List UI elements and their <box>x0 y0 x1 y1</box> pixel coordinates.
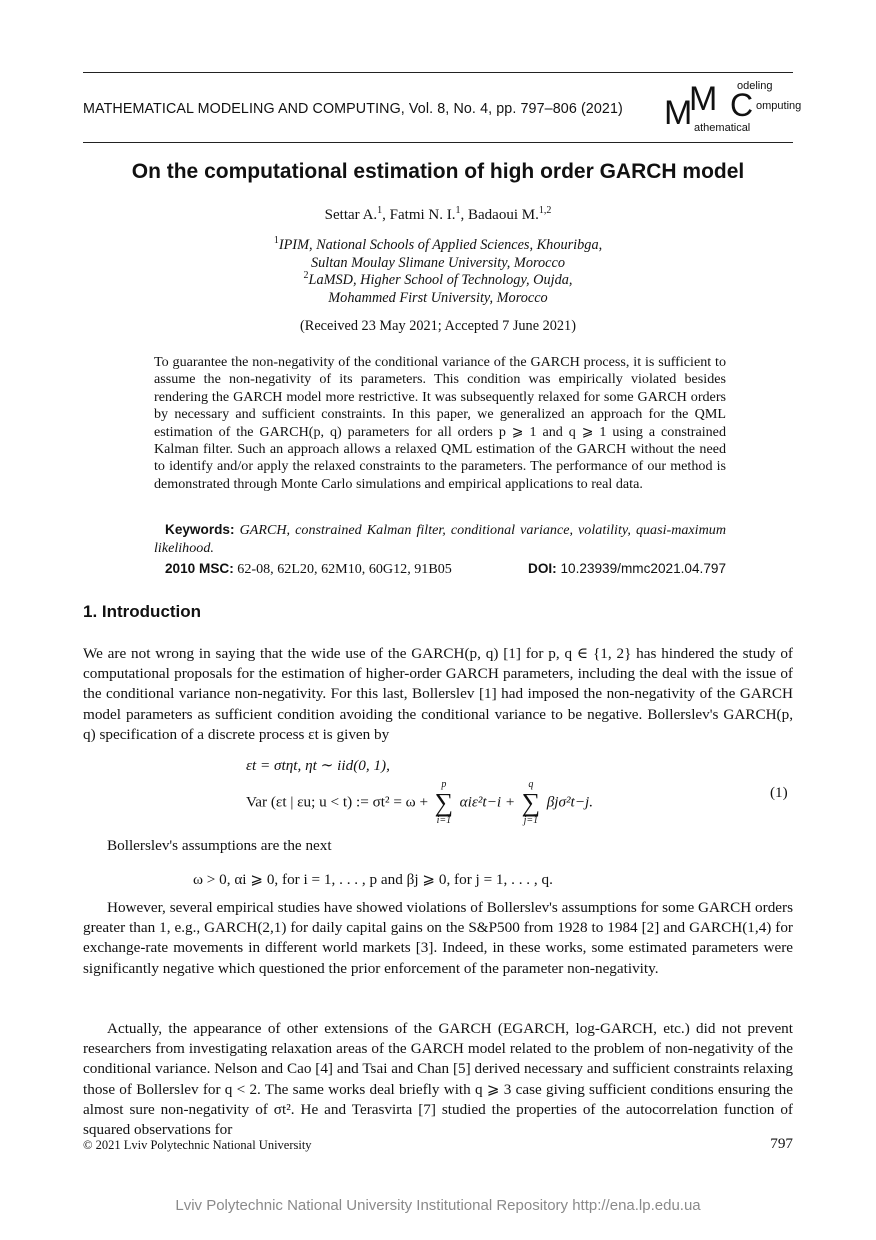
author-name: Settar A. <box>324 207 378 223</box>
doi-label: DOI: <box>528 561 557 576</box>
sum-upper-limit: p <box>441 779 447 790</box>
msc-text: 62-08, 62L20, 62M10, 60G12, 91B05 <box>237 561 452 577</box>
keywords <box>154 521 726 557</box>
sum-symbol: q ∑ j=1 <box>521 779 541 826</box>
equation-number: (1) <box>770 784 788 801</box>
affiliation-2-line-1 <box>0 272 876 289</box>
journal-logo <box>664 80 802 138</box>
author-affiliation-mark: 1 <box>377 205 383 216</box>
author-separator: , <box>460 207 468 223</box>
affiliation-text: LaMSD, Higher School of Technology, Oujda, <box>308 272 573 288</box>
copyright: © 2021 Lviv Polytechnic National University <box>83 1138 312 1152</box>
affiliation-1-line-2: Sultan Moulay Slimane University, Morocco <box>311 255 565 271</box>
equation-1-line-2 <box>246 780 593 826</box>
header-top-rule <box>83 72 793 73</box>
paper-title: On the computational estimation of high order GARCH model <box>131 160 745 183</box>
sum-lower-limit: j=1 <box>523 815 539 826</box>
sum-term: βjσ²t−j. <box>546 793 594 811</box>
logo-letter-m2: M <box>689 80 718 118</box>
affiliation-2-line-2: Mohammed First University, Morocco <box>328 290 548 306</box>
author-affiliation-mark: 1 <box>455 205 461 216</box>
keywords-label: Keywords: <box>165 522 235 537</box>
affiliation-text: IPIM, National Schools of Applied Sciences, Khouribga, <box>278 237 603 253</box>
sum-term: αiε²t−i + <box>459 793 516 811</box>
abstract: To guarantee the non-negativity of the conditional variance of the GARCH process, it is sufficient to assume the non-negativity of its parameters. This condition was empirically violated besides rendering the GARCH model more restrictive. It was subsequently relaxed for some GARCH orders by necessary and sufficient constraints. In this paper, we generalized an approach for the QML estimation of the GARCH(p, q) parameters for all orders p ⩾ 1 and q ⩾ 1 using a constrained Kalman filter. Such an approach allows a relaxed QML estimation of the GARCH without the need to identify and/or apply the relaxed constraints to the parameters. The performance of our method is demonstrated through Monte Carlo simulations and empirical applications to real data. <box>154 354 726 492</box>
sum-symbol: p ∑ i=1 <box>434 779 454 826</box>
affiliation-1-line-1 <box>0 237 876 254</box>
equation-lhs: Var (εt | εu; u < t) := σt² = ω + <box>246 793 429 811</box>
doi <box>528 561 726 576</box>
author-separator: , <box>382 207 390 223</box>
author-name: Badaoui M. <box>468 207 539 223</box>
journal-header: MATHEMATICAL MODELING AND COMPUTING, Vol. 8, No. 4, pp. 797–806 (2021) <box>83 101 623 117</box>
section-heading: 1. Introduction <box>83 602 202 621</box>
equation-1-line-1: εt = σtηt, ηt ∼ iid(0, 1), <box>246 757 390 774</box>
received-dates: (Received 23 May 2021; Accepted 7 June 2021) <box>300 318 576 334</box>
repository-watermark: Lviv Polytechnic National University Institutional Repository http://ena.lp.edu.ua <box>175 1197 701 1214</box>
logo-letter-c: C <box>730 87 754 123</box>
msc-codes <box>165 561 726 578</box>
authors <box>0 207 876 224</box>
keywords-text: GARCH, constrained Kalman filter, conditional variance, volatility, quasi-maximum likelihood. <box>154 522 726 556</box>
affiliation-mark: 2 <box>303 270 309 282</box>
sum-upper-limit: q <box>528 779 534 790</box>
sum-lower-limit: i=1 <box>436 815 452 826</box>
doi-link[interactable]: 10.23939/mmc2021.04.797 <box>560 561 726 576</box>
msc-label: 2010 MSC: <box>165 561 234 576</box>
page-number: 797 <box>770 1135 793 1152</box>
paragraph-1: We are not wrong in saying that the wide use of the GARCH(p, q) [1] for p, q ∈ {1, 2} has hindered the study of computational proposals for the estimation of higher-order GARCH parameters, including the deal with the issue of the conditional variance non-negativity. For this last, Bollerslev [1] had imposed the non-negativity of the GARCH model parameters as sufficient condition avoiding the conditional variance to be negative. Bollerslev's GARCH(p, q) specification of a discrete process εt is given by <box>83 645 793 743</box>
logo-word-modeling: odeling <box>737 80 773 92</box>
paragraph-2: Bollerslev's assumptions are the next <box>107 837 332 854</box>
author-affiliation-mark: 1,2 <box>538 205 552 216</box>
paragraph-3: However, several empirical studies have showed violations of Bollerslev's assumptions for some GARCH orders greater than 1, e.g., GARCH(2,1) for daily capital gains on the S&P500 from 1928 to 1984 [2] and GARCH(1,4) for exchange-rate movements in different world markets [3]. Indeed, in these works, some estimated parameters were significantly negative which questioned the prior enforcement of the parameter non-negativity. <box>83 899 793 977</box>
author-name: Fatmi N. I. <box>389 207 456 223</box>
paragraph-4: Actually, the appearance of other extensions of the GARCH (EGARCH, log-GARCH, etc.) did not prevent researchers from investigating relaxation areas of the GARCH model related to the problem of non-negativity of the conditional variance. Nelson and Cao [4] and Tsai and Chan [5] derived necessary and sufficient constraints relaxing those of Bollerslev for q < 2. The same works deal briefly with q ⩾ 3 case giving sufficient conditions ensuring the almost sure non-negativity of σt². He and Terasvirta [7] studied the properties of the autocorrelation function of squared observations for <box>83 1020 793 1139</box>
equation-2: ω > 0, αi ⩾ 0, for i = 1, . . . , p and βj ⩾ 0, for j = 1, . . . , q. <box>193 871 553 888</box>
affiliation-mark: 1 <box>273 235 279 247</box>
header-bottom-rule <box>83 142 793 143</box>
logo-word-computing: omputing <box>756 100 802 112</box>
logo-word-mathematical: athematical <box>694 122 751 134</box>
logo-letter-m1: M <box>664 94 693 132</box>
